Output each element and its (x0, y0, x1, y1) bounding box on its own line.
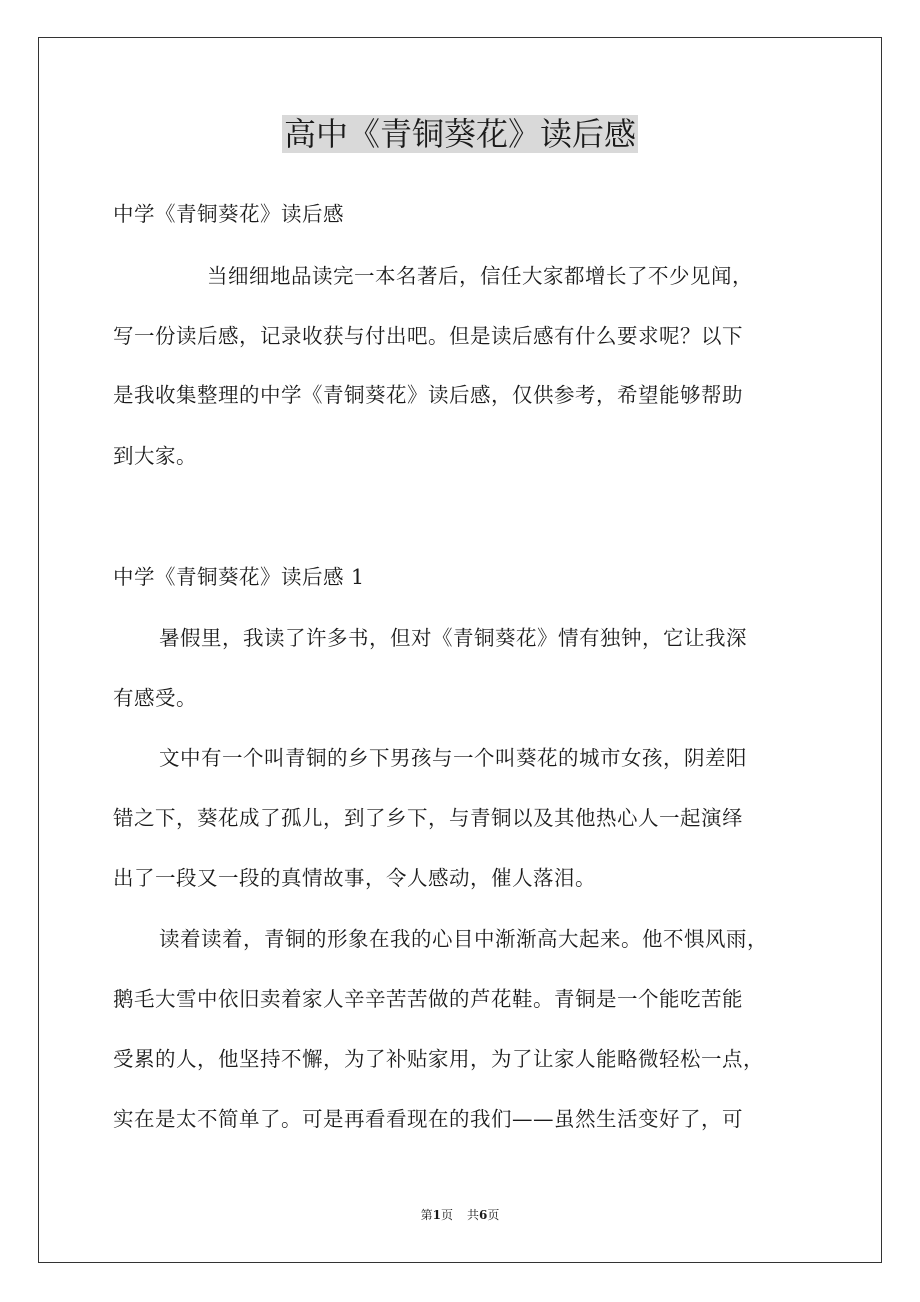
page-footer (0, 1207, 920, 1223)
document-title (0, 112, 920, 156)
footer-page-unit: 页 (440, 1208, 453, 1222)
footer-page-current: 1 (432, 1208, 441, 1222)
document-subtitle: 中学《青铜葵花》读后感 (113, 202, 344, 226)
intro-line-3: 是我收集整理的中学《青铜葵花》读后感，仅供参考，希望能够帮助 (113, 383, 743, 407)
paragraph2-line-1: 文中有一个叫青铜的乡下男孩与一个叫葵花的城市女孩，阴差阳 (159, 746, 747, 770)
footer-page-total: 6 (479, 1208, 488, 1222)
paragraph2-line-3: 出了一段又一段的真情故事，令人感动，催人落泪。 (113, 866, 596, 890)
paragraph1-line-2: 有感受。 (113, 686, 197, 710)
paragraph3-line-2: 鹅毛大雪中依旧卖着家人辛辛苦苦做的芦花鞋。青铜是一个能吃苦能 (113, 987, 743, 1011)
intro-line-2: 写一份读后感，记录收获与付出吧。但是读后感有什么要求呢？以下 (113, 324, 743, 348)
paragraph1-line-1: 暑假里，我读了许多书，但对《青铜葵花》情有独钟，它让我深 (159, 626, 747, 650)
footer-page-prefix: 第 (420, 1208, 433, 1222)
paragraph3-line-1: 读着读着，青铜的形象在我的心目中渐渐高大起来。他不惧风雨， (159, 927, 768, 951)
footer-total-unit: 页 (487, 1208, 500, 1222)
paragraph3-line-3: 受累的人，他坚持不懈，为了补贴家用，为了让家人能略微轻松一点， (113, 1047, 764, 1071)
footer-total-prefix: 共 (467, 1208, 480, 1222)
section-heading: 中学《青铜葵花》读后感 1 (113, 565, 365, 589)
intro-line-1: 当细细地品读完一本名著后，信任大家都增长了不少见闻， (207, 264, 753, 288)
document-title-text: 高中《青铜葵花》读后感 (283, 115, 636, 153)
intro-line-4: 到大家。 (113, 444, 197, 468)
paragraph2-line-2: 错之下，葵花成了孤儿，到了乡下，与青铜以及其他热心人一起演绎 (113, 806, 743, 830)
paragraph3-line-4: 实在是太不简单了。可是再看看现在的我们——虽然生活变好了，可 (113, 1107, 743, 1131)
